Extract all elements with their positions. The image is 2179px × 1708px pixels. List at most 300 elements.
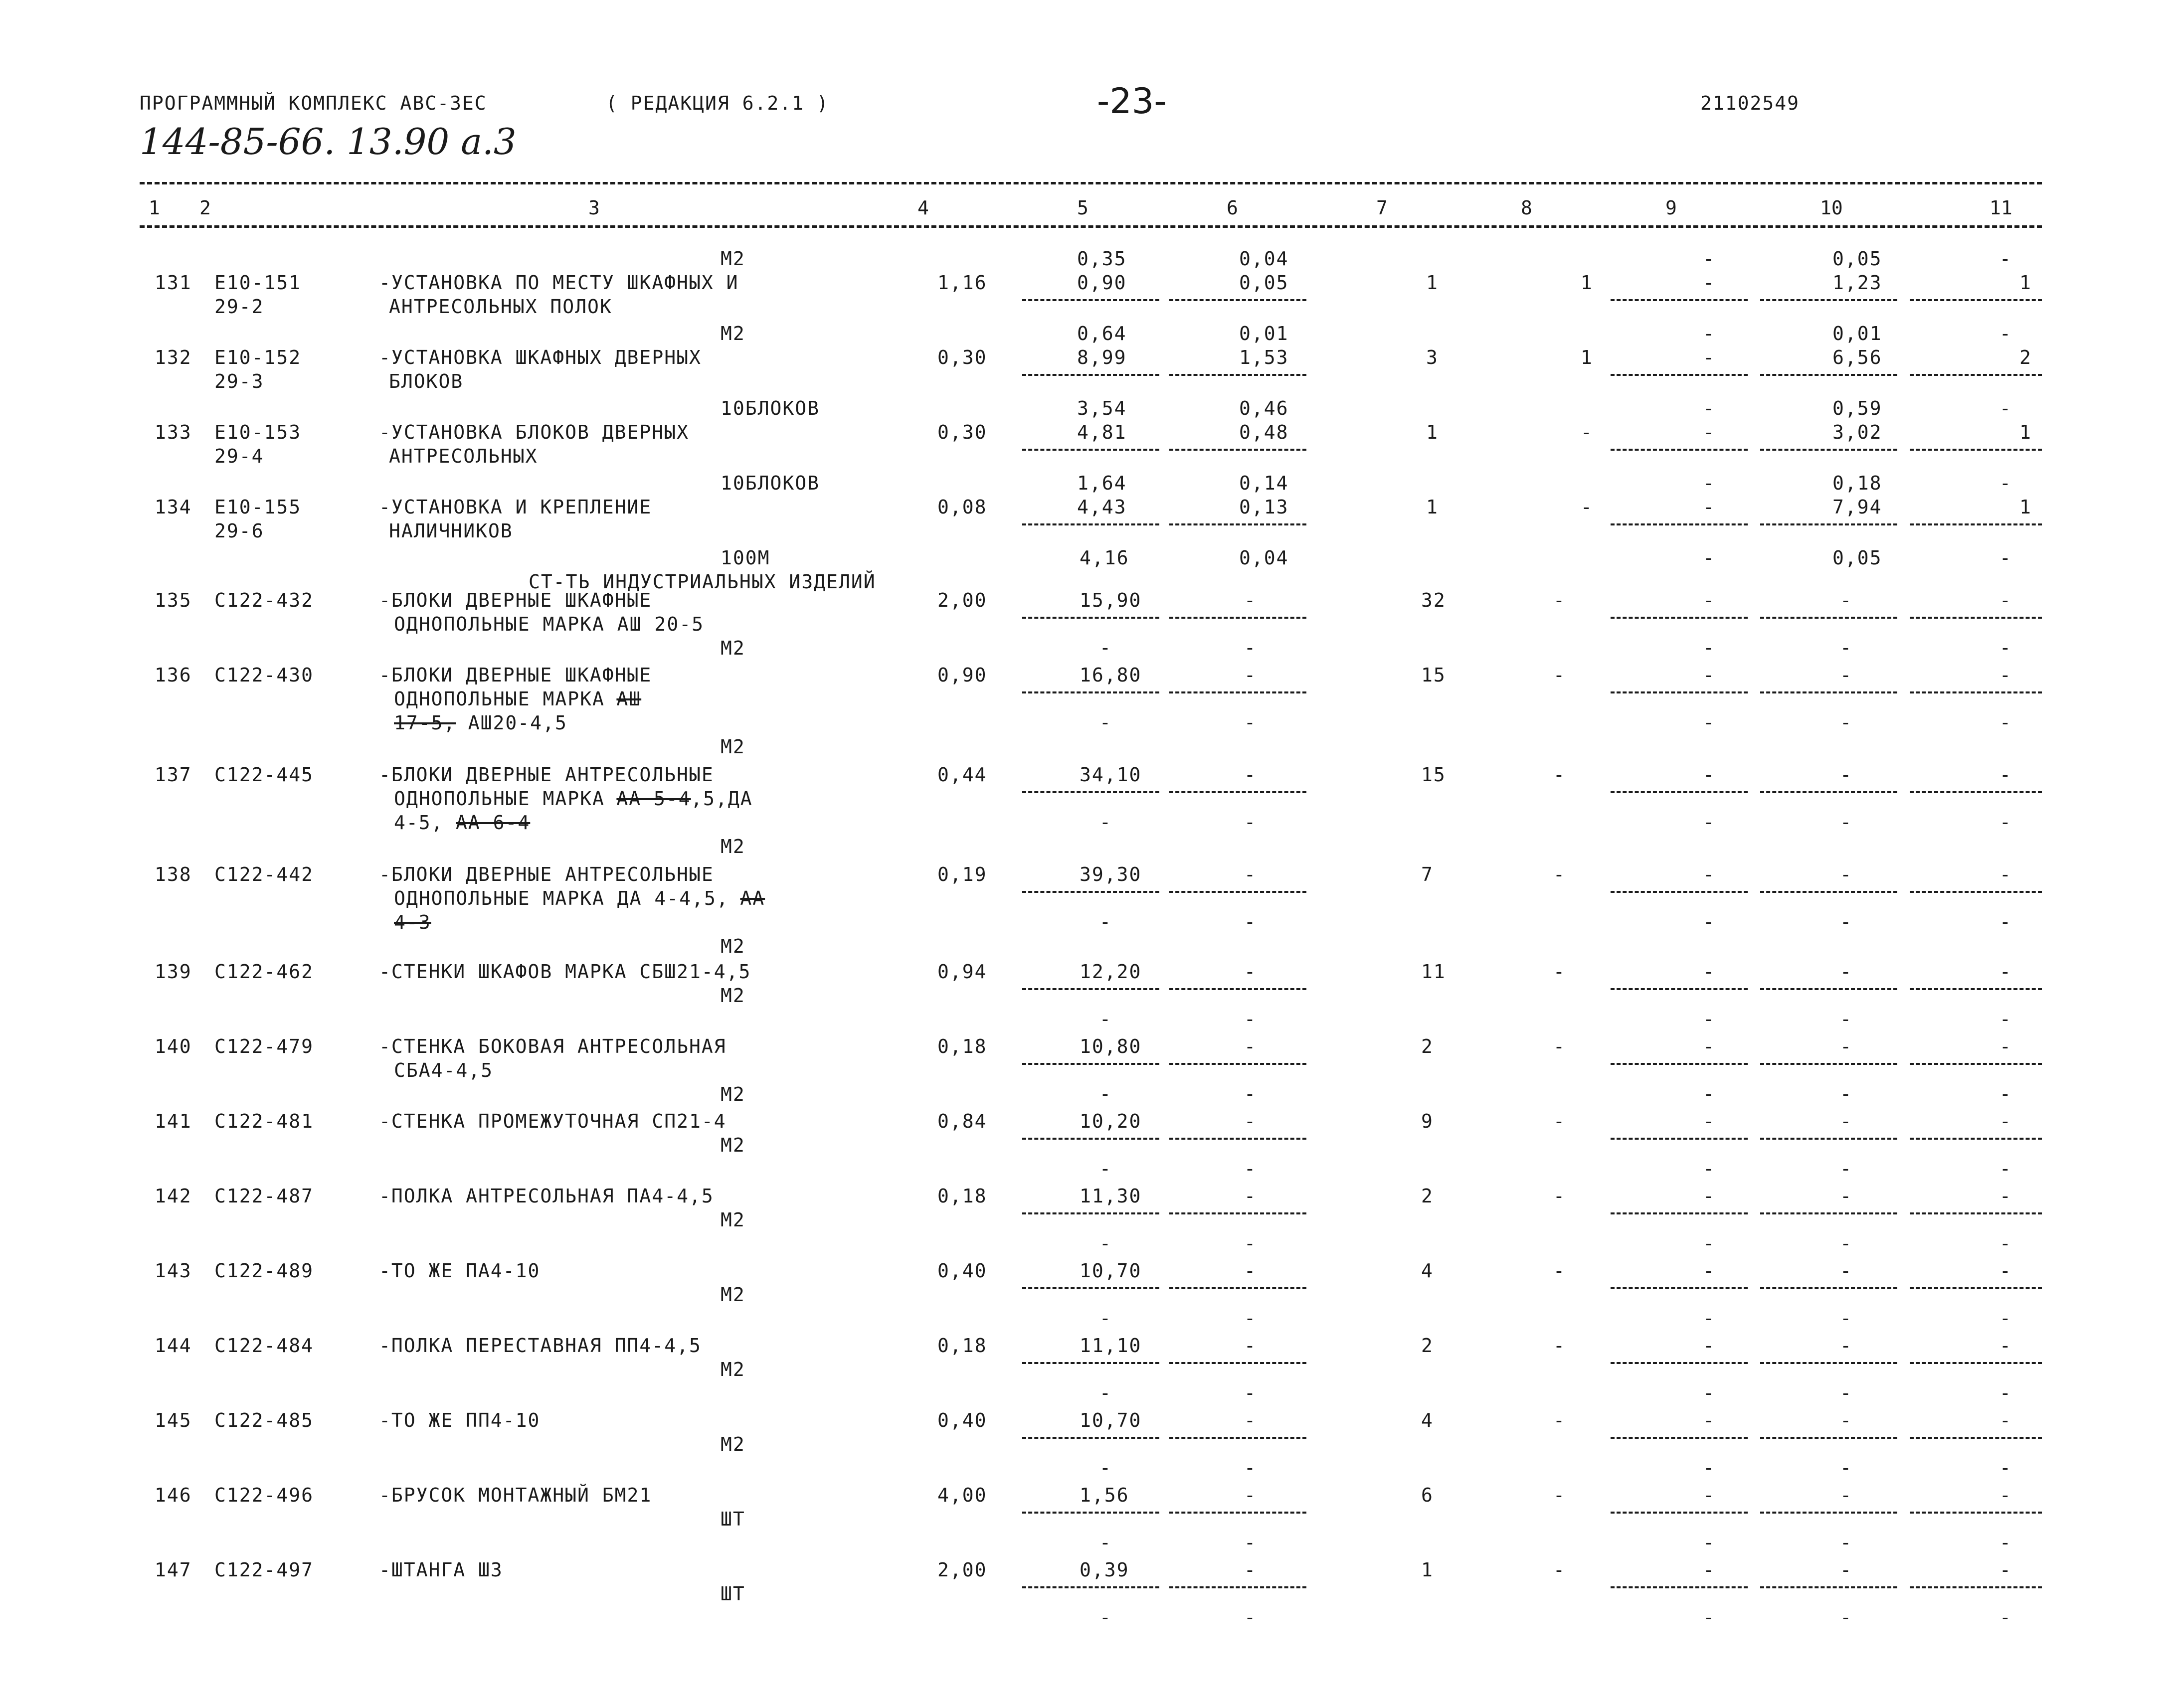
row-divider: [1169, 374, 1306, 376]
cell-col10-sub: -: [1840, 1008, 1852, 1030]
row-divider: [1910, 791, 2042, 793]
cell-col9: -: [1703, 589, 1715, 611]
item-code: С122-445: [214, 764, 314, 786]
cell-col7: 15: [1421, 764, 1446, 786]
cell-col9-sub: -: [1703, 1532, 1715, 1553]
cell-col6: -: [1244, 1035, 1257, 1057]
cell-col5-lower: 0,90: [1077, 272, 1127, 294]
cell-col11-sub: -: [1999, 637, 2012, 659]
cell-col10-sub: -: [1840, 811, 1852, 833]
cell-col5-upper: 0,35: [1077, 248, 1127, 270]
cell-col9-sub: -: [1703, 1158, 1715, 1180]
row-divider: [1169, 691, 1306, 693]
cell-col11-sub: -: [1999, 1606, 2012, 1628]
item-description: -ТО ЖЕ ПА4-10: [379, 1260, 541, 1282]
cell-col7: 1: [1426, 421, 1439, 443]
cell-col11: -: [1999, 664, 2012, 686]
cell-col7: 1: [1426, 496, 1439, 518]
cell-col5: 34,10: [1080, 764, 1142, 786]
cell-col11-lower: 1: [2019, 496, 2032, 518]
column-header-6: 6: [1227, 197, 1238, 219]
row-divider: [1022, 1362, 1159, 1364]
item-description: -СТЕНКА ПРОМЕЖУТОЧНАЯ СП21-4: [379, 1110, 726, 1132]
cell-col7: 9: [1421, 1110, 1434, 1132]
cell-col11-upper: -: [1999, 248, 2012, 270]
row-divider: [1760, 374, 1897, 376]
cell-col7: 15: [1421, 664, 1446, 686]
item-quantity: 0,18: [937, 1185, 987, 1207]
row-divider: [1910, 1362, 2042, 1364]
row-divider: [1022, 691, 1159, 693]
item-unit: ШТ: [721, 1583, 745, 1605]
row-divider: [1910, 1063, 2042, 1065]
cell-col5-upper: 1,64: [1077, 472, 1127, 494]
cell-col6: -: [1244, 589, 1257, 611]
handwritten-reference: 144-85-66. 13.90 а.3: [140, 121, 517, 163]
row-divider: [1611, 691, 1748, 693]
cell-col6-upper: 0,46: [1239, 397, 1289, 419]
row-code: Е10-152: [214, 346, 302, 368]
cell-col5: 10,70: [1080, 1260, 1142, 1282]
row-divider: [1910, 374, 2042, 376]
header-bottom-rule: [140, 225, 2042, 228]
cell-col8: -: [1581, 421, 1593, 443]
item-code: С122-430: [214, 664, 314, 686]
cell-col9-lower: -: [1703, 272, 1715, 294]
cell-col5: 39,30: [1080, 863, 1142, 885]
item-quantity: 0,40: [937, 1260, 987, 1282]
cell-col8: -: [1553, 1335, 1566, 1357]
row-divider: [1910, 299, 2042, 301]
cell-col5-sub: -: [1099, 1158, 1112, 1180]
cell-col9: -: [1703, 1409, 1715, 1431]
cell-col9: -: [1703, 1335, 1715, 1357]
row-code: Е10-151: [214, 272, 302, 294]
row-divider: [1611, 1362, 1748, 1364]
cell-col5-lower: 4,81: [1077, 421, 1127, 443]
cell-col11: -: [1999, 764, 2012, 786]
row-divider: [1169, 1437, 1306, 1439]
cell-col7: 1: [1426, 272, 1439, 294]
cell-col9-upper: -: [1703, 323, 1715, 344]
item-unit: М2: [721, 1209, 745, 1231]
row-divider: [1169, 988, 1306, 990]
row-divider: [1169, 299, 1306, 301]
row-divider: [1910, 691, 2042, 693]
row-description: -УСТАНОВКА ШКАФНЫХ ДВЕРНЫХ: [379, 346, 702, 368]
item-unit: М2: [721, 985, 745, 1007]
cell-col6: -: [1244, 1409, 1257, 1431]
cell-col5-sub: -: [1099, 1382, 1112, 1404]
item-quantity: 0,90: [937, 664, 987, 686]
cell-col9-sub: -: [1703, 911, 1715, 933]
cell-col9: -: [1703, 863, 1715, 885]
cell-col5-upper: 3,54: [1077, 397, 1127, 419]
item-number: 135: [155, 589, 192, 611]
row-divider: [1169, 891, 1306, 893]
cell-col6-sub: -: [1244, 811, 1257, 833]
cell-col10-sub: -: [1840, 1606, 1852, 1628]
column-header-7: 7: [1376, 197, 1388, 219]
item-unit: ШТ: [721, 1508, 745, 1530]
cell-col11: -: [1999, 589, 2012, 611]
row-quantity: 1,16: [937, 272, 987, 294]
row-divider: [1611, 1512, 1748, 1514]
row134-c10: 0,05: [1832, 547, 1882, 569]
row-divider: [1022, 523, 1159, 525]
cell-col10-sub: -: [1840, 1307, 1852, 1329]
cell-col11-sub: -: [1999, 711, 2012, 733]
row-divider: [1611, 1287, 1748, 1289]
cell-col5: 12,20: [1080, 961, 1142, 983]
row-number: 134: [155, 496, 192, 518]
cell-col9-sub: -: [1703, 1606, 1715, 1628]
cell-col9: -: [1703, 1110, 1715, 1132]
struck-text-2: 17-5,: [394, 712, 456, 734]
cell-col11-sub: -: [1999, 1232, 2012, 1254]
cell-col6-sub: -: [1244, 1606, 1257, 1628]
cell-col10-sub: -: [1840, 1083, 1852, 1105]
cell-col11: -: [1999, 863, 2012, 885]
cell-col6-sub: -: [1244, 1083, 1257, 1105]
row-description-2: НАЛИЧНИКОВ: [389, 520, 513, 542]
item-description: -БЛОКИ ДВЕРНЫЕ АНТРЕСОЛЬНЫЕ: [379, 863, 714, 885]
cell-col11-upper: -: [1999, 323, 2012, 344]
item-quantity: 0,19: [937, 863, 987, 885]
item-unit: М2: [721, 836, 745, 857]
item-unit: М2: [721, 1433, 745, 1455]
item-quantity: 0,84: [937, 1110, 987, 1132]
item-code: С122-462: [214, 961, 314, 983]
cell-col5-sub: -: [1099, 1457, 1112, 1479]
cell-col11: -: [1999, 1559, 2012, 1581]
row-description-2: АНТРЕСОЛЬНЫХ: [389, 445, 538, 467]
cell-col10-sub: -: [1840, 1158, 1852, 1180]
row-divider: [1760, 988, 1897, 990]
cell-col5-sub: -: [1099, 1532, 1112, 1553]
row-divider: [1022, 1138, 1159, 1140]
cell-col10-lower: 7,94: [1832, 496, 1882, 518]
item-description-2: СБА4-4,5: [394, 1059, 494, 1081]
cell-col5-sub: -: [1099, 711, 1112, 733]
row-number: 131: [155, 272, 192, 294]
item-code: С122-497: [214, 1559, 314, 1581]
item-description-2: ОДНОПОЛЬНЫЕ МАРКА: [394, 688, 605, 710]
cell-col8: 1: [1581, 346, 1593, 368]
cell-col10: -: [1840, 1559, 1852, 1581]
column-header-11: 11: [1990, 197, 2012, 219]
item-unit: М2: [721, 1359, 745, 1380]
row-divider: [1611, 1212, 1748, 1214]
row-divider: [1760, 891, 1897, 893]
cell-col8: -: [1581, 496, 1593, 518]
cell-col11: -: [1999, 1035, 2012, 1057]
cell-col6-sub: -: [1244, 1532, 1257, 1553]
cell-col6: -: [1244, 1110, 1257, 1132]
cell-col9-lower: -: [1703, 346, 1715, 368]
row-divider: [1611, 374, 1748, 376]
row-divider: [1169, 1362, 1306, 1364]
cell-col8: -: [1553, 1409, 1566, 1431]
row134-c5: 4,16: [1080, 547, 1129, 569]
cell-col9-sub: -: [1703, 1008, 1715, 1030]
cell-col10-sub: -: [1840, 1382, 1852, 1404]
cell-col10-sub: -: [1840, 1532, 1852, 1553]
column-header-9: 9: [1665, 197, 1677, 219]
item-code: С122-485: [214, 1409, 314, 1431]
cell-col6: -: [1244, 961, 1257, 983]
row-divider: [1760, 1512, 1897, 1514]
row-divider: [1760, 1586, 1897, 1588]
cell-col5-sub: -: [1099, 1232, 1112, 1254]
cell-col9: -: [1703, 961, 1715, 983]
row-quantity: 0,30: [937, 346, 987, 368]
cell-col5-upper: 0,64: [1077, 323, 1127, 344]
item-quantity: 0,94: [937, 961, 987, 983]
cell-col9-upper: -: [1703, 397, 1715, 419]
cell-col9: -: [1703, 1035, 1715, 1057]
item-description: -СТЕНКА БОКОВАЯ АНТРЕСОЛЬНАЯ: [379, 1035, 726, 1057]
column-header-4: 4: [917, 197, 929, 219]
row-unit: 10БЛОКОВ: [721, 397, 820, 419]
row-divider: [1022, 1437, 1159, 1439]
column-header-5: 5: [1077, 197, 1089, 219]
row-description: -УСТАНОВКА ПО МЕСТУ ШКАФНЫХ И: [379, 272, 739, 294]
cell-col11-sub: -: [1999, 911, 2012, 933]
item-description: -БЛОКИ ДВЕРНЫЕ АНТРЕСОЛЬНЫЕ: [379, 764, 714, 786]
item-quantity: 2,00: [937, 1559, 987, 1581]
item-quantity: 2,00: [937, 589, 987, 611]
cell-col10-upper: 0,18: [1832, 472, 1882, 494]
row-divider: [1169, 1586, 1306, 1588]
item-description: -БЛОКИ ДВЕРНЫЕ ШКАФНЫЕ: [379, 589, 652, 611]
cell-col9-sub: -: [1703, 1307, 1715, 1329]
cell-col6-sub: -: [1244, 1158, 1257, 1180]
row-divider: [1910, 1586, 2042, 1588]
row-divider: [1760, 299, 1897, 301]
row-divider: [1022, 1287, 1159, 1289]
row-divider: [1169, 617, 1306, 619]
row-divider: [1169, 791, 1306, 793]
cell-col6-upper: 0,14: [1239, 472, 1289, 494]
struck-text-2: АА 6-4: [456, 812, 531, 834]
cell-col10-lower: 6,56: [1832, 346, 1882, 368]
row-divider: [1022, 1212, 1159, 1214]
cell-col6-sub: -: [1244, 1008, 1257, 1030]
row134-c9: -: [1703, 547, 1714, 569]
row-divider: [1611, 617, 1748, 619]
cell-col11: -: [1999, 1185, 2012, 1207]
row-divider: [1022, 1512, 1159, 1514]
cell-col5-sub: -: [1099, 1606, 1112, 1628]
cell-col11-sub: -: [1999, 1158, 2012, 1180]
cell-col5-sub: -: [1099, 911, 1112, 933]
row-unit: 10БЛОКОВ: [721, 472, 820, 494]
row-divider: [1760, 617, 1897, 619]
item-description: -ПОЛКА ПЕРЕСТАВНАЯ ПП4-4,5: [379, 1335, 702, 1357]
item-number: 144: [155, 1335, 192, 1357]
row134-unit: 100М: [721, 547, 770, 569]
cell-col9-upper: -: [1703, 248, 1715, 270]
item-unit: М2: [721, 637, 745, 659]
cell-col8: -: [1553, 764, 1566, 786]
item-number: 138: [155, 863, 192, 885]
cell-col11-sub: -: [1999, 1008, 2012, 1030]
row-divider: [1169, 523, 1306, 525]
cell-col9: -: [1703, 1185, 1715, 1207]
cell-col8: 1: [1581, 272, 1593, 294]
item-code: С122-484: [214, 1335, 314, 1357]
cell-col6-lower: 0,05: [1239, 272, 1289, 294]
cell-col9: -: [1703, 1559, 1715, 1581]
cell-col8: -: [1553, 863, 1566, 885]
cell-col10-sub: -: [1840, 911, 1852, 933]
cell-col10: -: [1840, 589, 1852, 611]
row-divider: [1910, 891, 2042, 893]
row-unit: М2: [721, 248, 745, 270]
cell-col10-upper: 0,05: [1832, 248, 1882, 270]
row-number: 133: [155, 421, 192, 443]
cell-col5: 1,56: [1080, 1484, 1129, 1506]
item-unit: М2: [721, 1083, 745, 1105]
item-quantity: 0,18: [937, 1335, 987, 1357]
row-divider: [1611, 1138, 1748, 1140]
cell-col6: -: [1244, 1185, 1257, 1207]
cell-col7: 6: [1421, 1484, 1434, 1506]
row-divider: [1910, 1512, 2042, 1514]
cell-col9-sub: -: [1703, 1382, 1715, 1404]
cell-col7: 4: [1421, 1409, 1434, 1431]
row-code-2: 29-6: [214, 520, 264, 542]
cell-col11: -: [1999, 1260, 2012, 1282]
column-header-10: 10: [1820, 197, 1843, 219]
row-divider: [1022, 617, 1159, 619]
cell-col5: 10,20: [1080, 1110, 1142, 1132]
cell-col5: 16,80: [1080, 664, 1142, 686]
cell-col6-lower: 1,53: [1239, 346, 1289, 368]
struck-text: АА: [740, 887, 765, 909]
cell-col6: -: [1244, 1559, 1257, 1581]
row-divider: [1611, 1063, 1748, 1065]
cell-col10: -: [1840, 863, 1852, 885]
item-description: -ШТАНГА ШЗ: [379, 1559, 503, 1581]
cell-col5-lower: 4,43: [1077, 496, 1127, 518]
row134-c11: -: [1999, 547, 2011, 569]
cell-col11-upper: -: [1999, 397, 2012, 419]
item-unit: М2: [721, 1284, 745, 1306]
row-divider: [1760, 523, 1897, 525]
cell-col11-lower: 2: [2019, 346, 2032, 368]
cell-col10: -: [1840, 1260, 1852, 1282]
struck-text: АА 5-4: [616, 788, 691, 810]
cell-col11-sub: -: [1999, 811, 2012, 833]
row-divider: [1760, 791, 1897, 793]
cell-col10: -: [1840, 1484, 1852, 1506]
row-description-2: БЛОКОВ: [389, 370, 464, 392]
item-unit: М2: [721, 1134, 745, 1156]
row-divider: [1611, 791, 1748, 793]
cell-col8: -: [1553, 1185, 1566, 1207]
cell-col9-lower: -: [1703, 496, 1715, 518]
item-code: С122-442: [214, 863, 314, 885]
row-divider: [1611, 988, 1748, 990]
row-description: -УСТАНОВКА БЛОКОВ ДВЕРНЫХ: [379, 421, 689, 443]
row-divider: [1169, 449, 1306, 451]
row-divider: [1022, 1063, 1159, 1065]
row-divider: [1169, 1287, 1306, 1289]
edition: ( РЕДАКЦИЯ 6.2.1 ): [606, 92, 829, 114]
item-quantity: 4,00: [937, 1484, 987, 1506]
cell-col11: -: [1999, 1110, 2012, 1132]
cell-col8: -: [1553, 1559, 1566, 1581]
column-header-2: 2: [199, 197, 211, 219]
cell-col5-sub: -: [1099, 1008, 1112, 1030]
item-code: С122-481: [214, 1110, 314, 1132]
cell-col5-sub: -: [1099, 637, 1112, 659]
item-description: -БРУСОК МОНТАЖНЫЙ БМ21: [379, 1484, 652, 1506]
row-divider: [1910, 1287, 2042, 1289]
row-divider: [1022, 449, 1159, 451]
cell-col8: -: [1553, 1110, 1566, 1132]
cell-col6-upper: 0,04: [1239, 248, 1289, 270]
cell-col6: -: [1244, 863, 1257, 885]
cell-col8: -: [1553, 1260, 1566, 1282]
item-description-2: ОДНОПОЛЬНЫЕ МАРКА ДА 4-4,5,: [394, 887, 729, 909]
cell-col7: 2: [1421, 1335, 1434, 1357]
cell-col6-sub: -: [1244, 1457, 1257, 1479]
cell-col9-sub: -: [1703, 811, 1715, 833]
row-divider: [1611, 449, 1748, 451]
row-divider: [1611, 299, 1748, 301]
cell-col7: 1: [1421, 1559, 1434, 1581]
row-code-2: 29-2: [214, 296, 264, 318]
document-number: 21102549: [1700, 92, 1800, 114]
cell-col5: 11,30: [1080, 1185, 1142, 1207]
row-divider: [1910, 1212, 2042, 1214]
cell-col8: -: [1553, 1035, 1566, 1057]
cell-col6: -: [1244, 1260, 1257, 1282]
cell-col6: -: [1244, 764, 1257, 786]
row-divider: [1760, 691, 1897, 693]
cell-col6: -: [1244, 1484, 1257, 1506]
row-divider: [1910, 1437, 2042, 1439]
cell-col11: -: [1999, 1335, 2012, 1357]
cell-col10-lower: 3,02: [1832, 421, 1882, 443]
cell-col10-sub: -: [1840, 637, 1852, 659]
cell-col11-lower: 1: [2019, 421, 2032, 443]
row-divider: [1022, 791, 1159, 793]
cell-col11-sub: -: [1999, 1307, 2012, 1329]
item-description: -ТО ЖЕ ПП4-10: [379, 1409, 541, 1431]
row-divider: [1169, 1063, 1306, 1065]
cell-col10: -: [1840, 664, 1852, 686]
cell-col7: 11: [1421, 961, 1446, 983]
cell-col11-sub: -: [1999, 1382, 2012, 1404]
cell-col6: -: [1244, 664, 1257, 686]
cell-col10-sub: -: [1840, 711, 1852, 733]
cell-col9: -: [1703, 1260, 1715, 1282]
cell-col10: -: [1840, 764, 1852, 786]
cell-col9-sub: -: [1703, 1457, 1715, 1479]
cell-col5: 10,80: [1080, 1035, 1142, 1057]
row-code-2: 29-4: [214, 445, 264, 467]
cell-col10: -: [1840, 1335, 1852, 1357]
cell-col6-sub: -: [1244, 711, 1257, 733]
cell-col5-lower: 8,99: [1077, 346, 1127, 368]
row-divider: [1760, 1287, 1897, 1289]
item-description-tail: ,5,ДА: [691, 788, 753, 810]
cell-col11: -: [1999, 1409, 2012, 1431]
